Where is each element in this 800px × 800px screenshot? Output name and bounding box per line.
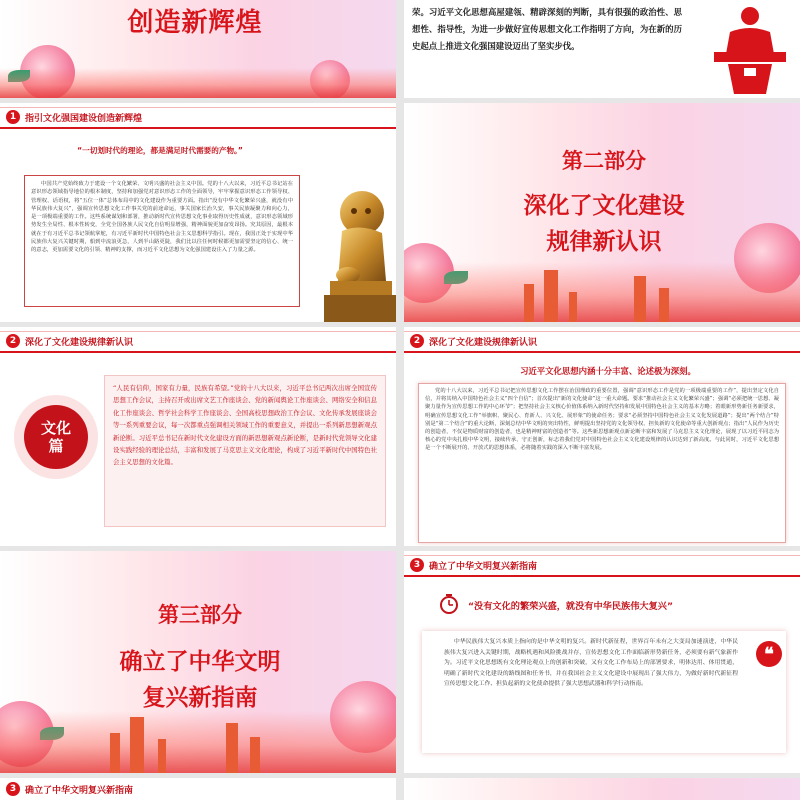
slide-3[interactable] bbox=[0, 103, 396, 322]
part-label: 第二部分 bbox=[562, 149, 646, 173]
slide6-header bbox=[404, 329, 800, 353]
section-title: 指引文化强国建设创造新辉煌 bbox=[25, 113, 143, 124]
slide6-body: 党的十八大以来，习近平总书记把宣传思想文化工作摆在治国理政的重要位置，强调“意识形态工作是党的一项极端重要的工作”，提出坚定文化自信，并将其纳入中国特色社会主义“四个自信”；首次提出“新的文化使命”这一重大命题。要求“推动社会主义文化繁荣兴盛”；强调“必须把统一思想、凝聚力量作为宣传思想工作的中心环节”；把坚持社会主义核心价值体系纳入新时代坚持和发展中国特色社会主义的基本方略；着眼新形势新任务新要求，明确宣传思想文化工作“举旗帜、聚民心、育新人、兴文化、展形象”的使命任务；要求“必须坚持中国特色社会主义文化发展道路”；提出“两个结合”特别是“第二个结合”的重大论断，深刻总结中华文明的突出特性，鲜明提出坚持党的文化领导权、担负新的文化使命等重大创新观点；指出“人民作为历史的创造者，不仅是物质财富的创造者，也是精神财富的创造者”等。这些新思想新观点新论断丰富和发展了马克思主义文化理论，展现了以习近平同志为核心的党中央扎根中华文明，接续传承、守正创新，标志着我们党对中国特色社会主义文化建设规律的认识达到了新高度。与此同时，习近平文化思想是一个不断展开的、开放式的思想体系，必将随着实践的深入不断丰富发展。 bbox=[425, 388, 779, 452]
culture-badge-text: 文化篇 bbox=[40, 419, 71, 455]
slide-8[interactable] bbox=[404, 551, 800, 773]
building-silhouette bbox=[158, 739, 166, 773]
title-background bbox=[404, 778, 800, 800]
slide6-subtitle: 习近平文化思想内涵十分丰富、论述极为深刻。 bbox=[520, 366, 696, 376]
header-underline bbox=[0, 351, 396, 353]
building-silhouette bbox=[544, 270, 558, 322]
flower-band bbox=[404, 262, 800, 322]
section-title: 深化了文化建设规律新认识 bbox=[429, 337, 538, 348]
section-number: 2 bbox=[6, 334, 20, 348]
slide3-body: 中国共产党始终致力于建设一个文化繁荣、文明兴盛的社会主义中国。党的十八大以来，习近平总书记站在意识形态领域指导地位的根本制度，坚持和加强党对意识形态工作的全面领导，牢牢掌握意识形态工作领导权、管理权、话语权，将“五位一体”总体布局中的文化建设作为重要方面。指出“没有中华文化繁荣兴盛，就没有中华民族伟大复兴”，强调宣传思想文化工作事关党的前途命运，事关国家长治久安，事关民族凝聚力和向心力，是一项极端重要的工作。这些系统谋划和部署，推动新时代宣传思想文化事业取得历史性成就，意识形态领域形势发生全局性、根本性转变，全党全国各族人民文化自信明显增强，精神面貌更加奋发昂扬。究其原因，最根本就在于有习近平总书记领航掌舵，有习近平新时代中国特色社会主义思想科学指引。现在，我国正处于实现中华民族伟大复兴关键时期，船到中流浪更急，人到半山路更陡，我们比以往任何时候都更加需要坚定的信心、统一的意志，更加需要文化的引领、精神的支撑，而习近平文化思想为文化强国建设注入了力量之源。 bbox=[31, 181, 293, 254]
part-title-line2: 规律新认识 bbox=[546, 229, 662, 255]
building-silhouette bbox=[110, 733, 120, 773]
slide6-textbox bbox=[418, 383, 786, 543]
building-silhouette bbox=[524, 284, 534, 322]
building-silhouette bbox=[130, 717, 144, 773]
slide5-header bbox=[0, 329, 396, 353]
slide5-body: “人民有信仰，国家有力量，民族有希望。”党的十八大以来，习近平总书记两次出席全国宣传思想工作会议，主持召开或出席文艺工作座谈会、党的新闻舆论工作座谈会、网络安全和信息化工作座谈会、哲学社会科学工作座谈会、全国高校思想政治工作会议、文化传承发展座谈会等一系列重要会议，每一次都重点强调相关领域工作的重要意义，并提出一系列新思想新观点新论断。习近平总书记在新时代文化建设方面的新思想新观点新论断，是新时代党领导文化建设实践经验的理论总结，丰富和发展了马克思主义文化理论，构成了习近平新时代中国特色社会主义思想的文化篇。 bbox=[113, 384, 377, 467]
slide8-textpanel bbox=[422, 631, 786, 753]
building-silhouette bbox=[634, 276, 646, 322]
slide-1[interactable] bbox=[0, 0, 396, 98]
podium-speaker-icon bbox=[704, 4, 796, 94]
part-title-line2: 复兴新指南 bbox=[142, 685, 258, 711]
part-label: 第三部分 bbox=[158, 603, 242, 627]
header-underline bbox=[404, 351, 800, 353]
slide-2[interactable] bbox=[404, 0, 800, 98]
slide8-header bbox=[404, 553, 800, 577]
building-silhouette bbox=[569, 292, 577, 322]
section-title: 确立了中华文明复兴新指南 bbox=[429, 561, 538, 572]
slide-7[interactable] bbox=[0, 551, 396, 773]
building-silhouette bbox=[250, 737, 260, 773]
building-silhouette bbox=[659, 288, 669, 322]
slide5-textpanel bbox=[104, 375, 386, 527]
slide9-header bbox=[0, 778, 396, 800]
slide8-body: 中华民族伟大复兴本质上指向的是中华文明的复兴。新时代新征程，世界百年未有之大变局加速演进，中华民族伟大复兴进入关键时期，战略机遇和风险挑战并存，宣传思想文化工作面临新形势新任务，必须要有新气象新作为。习近平文化思想既有文化理论观点上的创新和突破，又有文化工作布局上的部署要求，明体达用、体用贯通，明确了新时代文化建设的路线图和任务书，并在我国社会主义文化建设中展现出了强大伟力，为做好新时代新征程宣传思想文化工作、担负起新的文化使命提供了强大思想武器和科学行动指南。 bbox=[444, 639, 738, 688]
slide3-quote: “一切划时代的理论，都是满足时代需要的产物。” bbox=[77, 146, 243, 155]
section-number: 2 bbox=[410, 334, 424, 348]
slide1-title: 创造新辉煌 bbox=[127, 8, 263, 38]
culture-badge bbox=[24, 405, 88, 469]
part-title-line1: 确立了中华文明 bbox=[119, 649, 281, 675]
header-underline bbox=[0, 127, 396, 129]
quote-mark-icon: ❝ bbox=[756, 641, 782, 667]
slide8-quote: “没有文化的繁荣兴盛，就没有中华民族伟大复兴” bbox=[468, 601, 674, 612]
flower-band bbox=[0, 711, 396, 773]
section-number: 3 bbox=[410, 558, 424, 572]
section-title: 确立了中华文明复兴新指南 bbox=[25, 785, 134, 796]
slide-6[interactable] bbox=[404, 327, 800, 546]
flower-band bbox=[0, 68, 396, 98]
building-silhouette bbox=[226, 723, 238, 773]
section-title: 深化了文化建设规律新认识 bbox=[25, 337, 134, 348]
slide3-textbox bbox=[24, 175, 300, 307]
slide-4[interactable] bbox=[404, 103, 800, 322]
section-number: 3 bbox=[6, 782, 20, 796]
slide2-text: 荣。习近平文化思想高屋建瓴、精辟深刻的判断，具有很强的政治性、思想性、指导性，为进一步做好宣传思想文化工作指明了方向，为在新的历史起点上推进文化强国建设迈出了坚实步伐。 bbox=[412, 7, 682, 51]
part-title-line1: 深化了文化建设 bbox=[523, 193, 685, 219]
slide3-header bbox=[0, 105, 396, 129]
section-number: 1 bbox=[6, 110, 20, 124]
slide-10[interactable] bbox=[404, 778, 800, 800]
slide-9[interactable] bbox=[0, 778, 396, 800]
clock-icon bbox=[438, 593, 460, 615]
slide-5[interactable] bbox=[0, 327, 396, 546]
header-underline bbox=[404, 575, 800, 577]
lion-statue-image bbox=[320, 183, 396, 322]
